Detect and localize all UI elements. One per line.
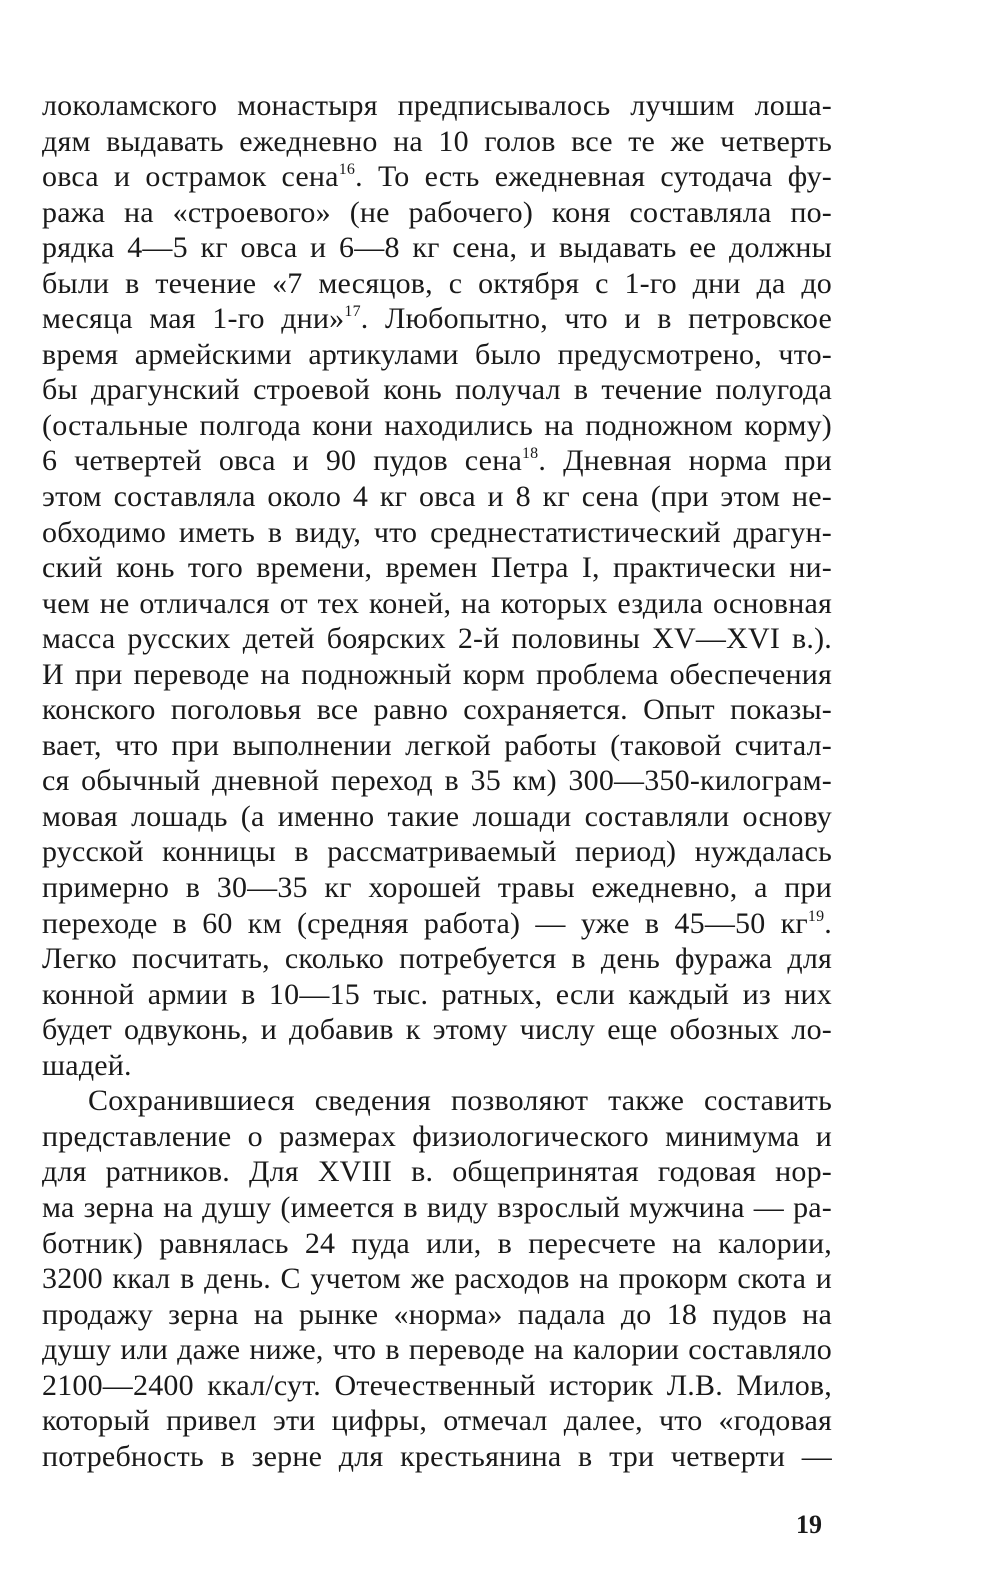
line-text: ботник) равнялась 24 пуда или, в пересчете на калории, xyxy=(42,1226,832,1260)
paragraph xyxy=(42,1083,832,1474)
line-text-continued: . То есть ежедневная сутодача фу- xyxy=(355,160,833,194)
text-line xyxy=(42,479,832,515)
text-line xyxy=(42,1190,832,1226)
text-line xyxy=(42,941,832,977)
text-line xyxy=(42,1332,832,1368)
line-text: обходимо иметь в виду, что среднестатистический драгун- xyxy=(42,515,832,549)
text-line xyxy=(42,124,832,160)
line-text: овса и острамок сена xyxy=(42,160,339,194)
line-text: ма зерна на душу (имеется в виду взрослый мужчина — ра- xyxy=(42,1190,832,1224)
text-line xyxy=(42,195,832,231)
line-text-continued: . xyxy=(824,906,832,940)
line-text: дям выдавать ежедневно на 10 голов все те же четверть xyxy=(42,124,832,158)
line-text: были в течение «7 месяцов, с октября с 1-го дни да до xyxy=(42,266,832,300)
line-text: конной армии в 10—15 тыс. ратных, если каждый из них xyxy=(42,977,832,1011)
text-line xyxy=(42,834,832,870)
line-text: ский конь того времени, времен Петра I, практически ни- xyxy=(42,551,832,585)
text-line xyxy=(42,1297,832,1333)
line-text: чем не отличался от тех коней, на которых ездила основная xyxy=(42,586,832,620)
text-line xyxy=(42,408,832,444)
text-line xyxy=(42,1261,832,1297)
line-text: рядка 4—5 кг овса и 6—8 кг сена, и выдавать ее должны xyxy=(42,231,832,265)
text-line xyxy=(42,266,832,302)
line-text: который привел эти цифры, отмечал далее, что «годовая xyxy=(42,1404,832,1438)
line-text: этом составляла около 4 кг овса и 8 кг сена (при этом не- xyxy=(42,480,832,514)
text-line xyxy=(42,230,832,266)
line-text: И при переводе на подножный корм проблема обеспечения xyxy=(42,657,832,691)
line-text: переходе в 60 км (средняя работа) — уже в 45—50 кг xyxy=(42,906,808,940)
line-text: вает, что при выполнении легкой работы (таковой считал- xyxy=(42,728,832,762)
line-text: русской конницы в рассматриваемый период) нуждалась xyxy=(42,835,832,869)
footnote-ref: 17 xyxy=(344,303,361,321)
body-text xyxy=(42,88,832,1474)
line-text-continued: . Дневная норма при xyxy=(538,444,832,478)
line-text-continued: . Любопытно, что и в петровское xyxy=(360,302,832,336)
line-text: для ратников. Для XVIII в. общепринятая годовая нор- xyxy=(42,1155,832,1189)
line-text: месяца мая 1-го дни» xyxy=(42,302,345,336)
text-line xyxy=(42,88,832,124)
line-text: 3200 ккал в день. С учетом же расходов на прокорм скота и xyxy=(42,1262,832,1296)
paragraph xyxy=(42,88,832,1083)
line-text: потребность в зерне для крестьянина в три четверти — xyxy=(42,1439,832,1473)
text-line xyxy=(42,906,832,942)
line-text: 6 четвертей овса и 90 пудов сена xyxy=(42,444,522,478)
line-text: ража на «строевого» (не рабочего) коня составляла по- xyxy=(42,195,832,229)
page-number: 19 xyxy=(796,1510,822,1539)
text-line xyxy=(42,728,832,764)
text-line xyxy=(42,1154,832,1190)
text-line xyxy=(42,337,832,373)
line-text: ся обычный дневной переход в 35 км) 300—350-килограм- xyxy=(42,764,832,798)
line-text: масса русских детей боярских 2-й половины XV—XVI в.). xyxy=(42,622,832,656)
text-line xyxy=(42,1119,832,1155)
text-line xyxy=(42,692,832,728)
text-line xyxy=(42,1048,832,1084)
line-text: мовая лошадь (а именно такие лошади составляли основу xyxy=(42,799,832,833)
text-line xyxy=(42,443,832,479)
text-line xyxy=(42,799,832,835)
line-text: бы драгунский строевой конь получал в течение полугода xyxy=(42,373,832,407)
line-text: Легко посчитать, сколько потребуется в день фуража для xyxy=(42,942,832,976)
line-text: будет одвуконь, и добавив к этому числу еще обозных ло- xyxy=(42,1013,832,1047)
footnote-ref: 16 xyxy=(338,161,356,179)
text-line xyxy=(42,1083,832,1119)
text-line xyxy=(42,550,832,586)
footnote-ref: 19 xyxy=(807,907,825,925)
text-line xyxy=(42,1403,832,1439)
text-line xyxy=(42,159,832,195)
text-line xyxy=(42,621,832,657)
footnote-ref: 18 xyxy=(521,445,539,463)
text-line xyxy=(42,763,832,799)
text-line xyxy=(42,657,832,693)
text-line xyxy=(42,977,832,1013)
line-text: конского поголовья все равно сохраняется. Опыт показы- xyxy=(42,693,832,727)
text-line xyxy=(42,1226,832,1262)
line-text: шадей. xyxy=(42,1048,132,1082)
line-text: время армейскими артикулами было предусмотрено, что- xyxy=(42,337,832,371)
text-line xyxy=(42,870,832,906)
text-line xyxy=(42,301,832,337)
text-line xyxy=(42,1439,832,1475)
line-text: представление о размерах физиологического минимума и xyxy=(42,1119,832,1153)
line-text: 2100—2400 ккал/сут. Отечественный историк Л.В. Милов, xyxy=(42,1368,832,1402)
line-text: локоламского монастыря предписывалось лучшим лоша- xyxy=(42,89,832,122)
line-text: продажу зерна на рынке «норма» падала до 18 пудов на xyxy=(42,1297,832,1331)
text-line xyxy=(42,1012,832,1048)
line-text: (остальные полгода кони находились на подножном корму) xyxy=(42,408,832,442)
text-line xyxy=(42,1368,832,1404)
line-text: Сохранившиеся сведения позволяют также составить xyxy=(88,1084,832,1118)
line-text: душу или даже ниже, что в переводе на калории составляло xyxy=(42,1333,832,1367)
line-text: примерно в 30—35 кг хорошей травы ежедневно, а при xyxy=(42,871,832,905)
text-line xyxy=(42,515,832,551)
text-line xyxy=(42,586,832,622)
text-line xyxy=(42,372,832,408)
